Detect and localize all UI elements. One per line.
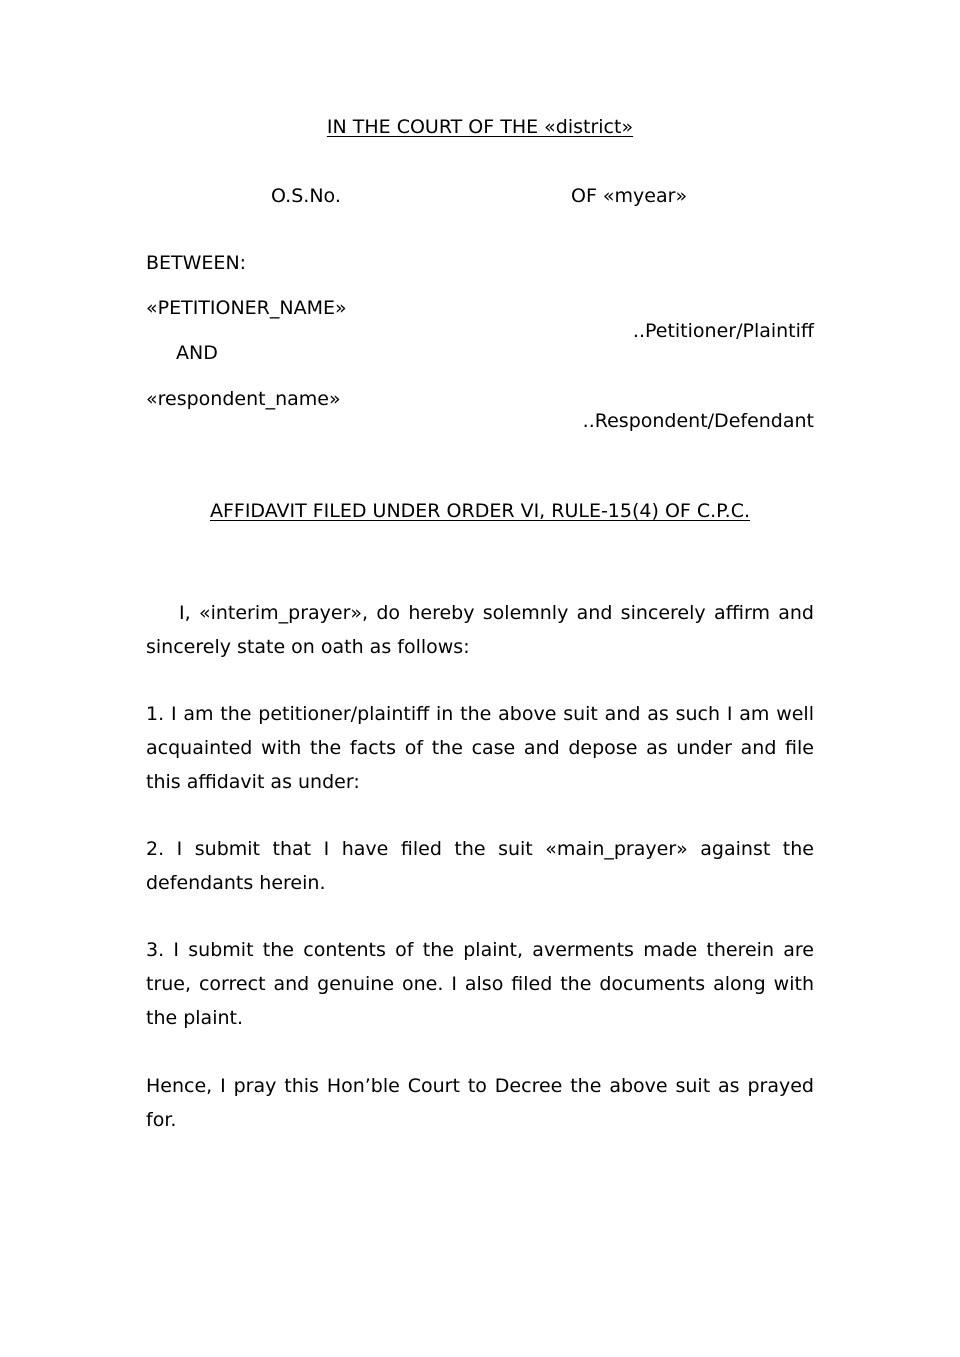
respondent-name: «respondent_name» — [146, 388, 341, 410]
case-number-label: O.S.No. — [271, 185, 341, 207]
court-heading-text: IN THE COURT OF THE «district» — [326, 116, 634, 138]
paragraph-1: 1. I am the petitioner/plaintiff in the above suit and as such I am well acquainted with the facts of the case and depose as under and file this affidavit as under: — [146, 703, 814, 793]
paragraph-2: 2. I submit that I have filed the suit «main_prayer» against the defendants herein. — [146, 838, 814, 894]
case-year-label: OF «myear» — [571, 185, 688, 207]
document-title — [0, 499, 960, 523]
petitioner-name: «PETITIONER_NAME» — [146, 297, 347, 319]
petitioner-role: ..Petitioner/Plaintiff — [632, 320, 814, 342]
between-label: BETWEEN: — [146, 252, 247, 274]
paragraph-3: 3. I submit the contents of the plaint, averments made therein are true, correct and genuine one. I also filed the documents along with the plaint. — [146, 939, 814, 1029]
document-title-text: AFFIDAVIT FILED UNDER ORDER VI, RULE-15(4) OF C.P.C. — [209, 500, 751, 522]
prayer-paragraph: Hence, I pray this Hon’ble Court to Decree the above suit as prayed for. — [146, 1075, 814, 1131]
respondent-role: ..Respondent/Defendant — [582, 410, 814, 432]
intro-paragraph: I, «interim_prayer», do hereby solemnly and sincerely affirm and sincerely state on oath as follows: — [146, 602, 814, 658]
and-label: AND — [176, 342, 218, 364]
court-heading — [0, 115, 960, 139]
